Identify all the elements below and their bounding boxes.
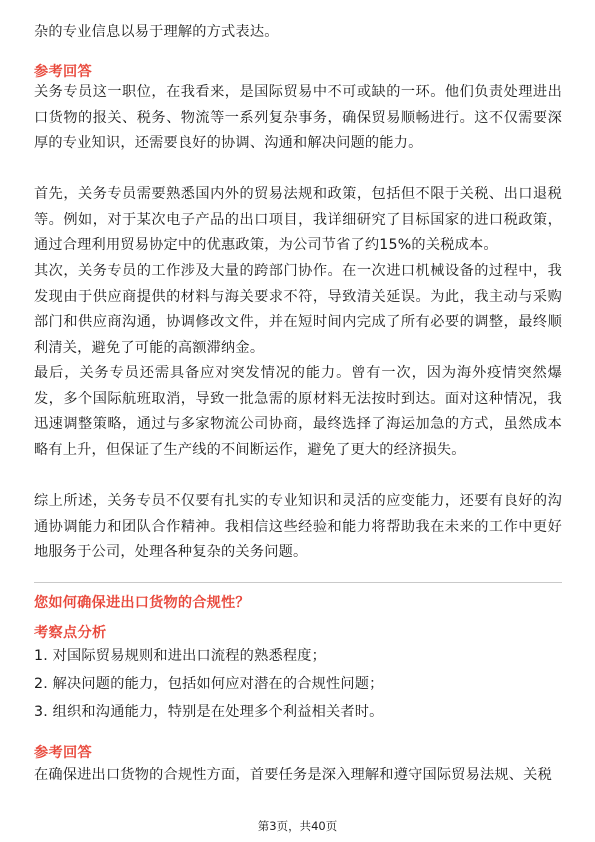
section-divider xyxy=(34,582,562,583)
analysis-heading: 考察点分析 xyxy=(34,625,107,641)
answer-start-line: 在确保进出口货物的合规性方面，首要任务是深入理解和遵守国际贸易法规、关税 xyxy=(34,767,552,783)
answer-paragraph-1: 关务专员这一职位，在我看来，是国际贸易中不可或缺的一环。他们负责处理进出口货物的报关、税务、物流等一系列复杂事务，确保贸易顺畅进行。这不仅需要深厚的专业知识，还需要良好的协调、沟通和解决问题的能力。 xyxy=(34,84,562,152)
analysis-point-3: 3. 组织和沟通能力，特别是在处理多个利益相关者时。 xyxy=(34,704,384,720)
page-footer: 第3页，共40页 xyxy=(257,819,338,833)
answer-paragraph-2: 首先，关务专员需要熟悉国内外的贸易法规和政策，包括但不限于关税、出口退税等。例如，对于某次电子产品的出口项目，我详细研究了目标国家的进口税政策，通过合理利用贸易协定中的优惠政策，为公司节省了约15%的关税成本。 xyxy=(34,186,562,254)
analysis-point-1: 1. 对国际贸易规则和进出口流程的熟悉程度； xyxy=(34,648,327,664)
answer-paragraph-5: 综上所述，关务专员不仅要有扎实的专业知识和灵活的应变能力，还要有良好的沟通协调能力和团队合作精神。我相信这些经验和能力将帮助我在未来的工作中更好地服务于公司，处理各种复杂的关务问题。 xyxy=(34,493,562,561)
question-heading: 您如何确保进出口货物的合规性？ xyxy=(34,595,250,611)
reference-answer-heading: 参考回答 xyxy=(34,64,92,80)
reference-answer-heading-2: 参考回答 xyxy=(34,745,92,761)
answer-paragraph-4: 最后，关务专员还需具备应对突发情况的能力。曾有一次，因为海外疫情突然爆发，多个国际航班取消，导致一批急需的原材料无法按时到达。面对这种情况，我迅速调整策略，通过与多家物流公司协商，最终选择了海运加急的方式，虽然成本略有上升，但保证了生产线的不间断运作，避免了更大的经济损失。 xyxy=(34,365,562,458)
previous-text-tail: 杂的专业信息以易于理解的方式表达。 xyxy=(34,24,279,40)
analysis-point-2: 2. 解决问题的能力，包括如何应对潜在的合规性问题； xyxy=(34,676,384,692)
answer-paragraph-3: 其次，关务专员的工作涉及大量的跨部门协作。在一次进口机械设备的过程中，我发现由于供应商提供的材料与海关要求不符，导致清关延误。为此，我主动与采购部门和供应商沟通，协调修改文件，并在短时间内完成了所有必要的调整，最终顺利清关，避免了可能的高额滞纳金。 xyxy=(34,263,562,356)
